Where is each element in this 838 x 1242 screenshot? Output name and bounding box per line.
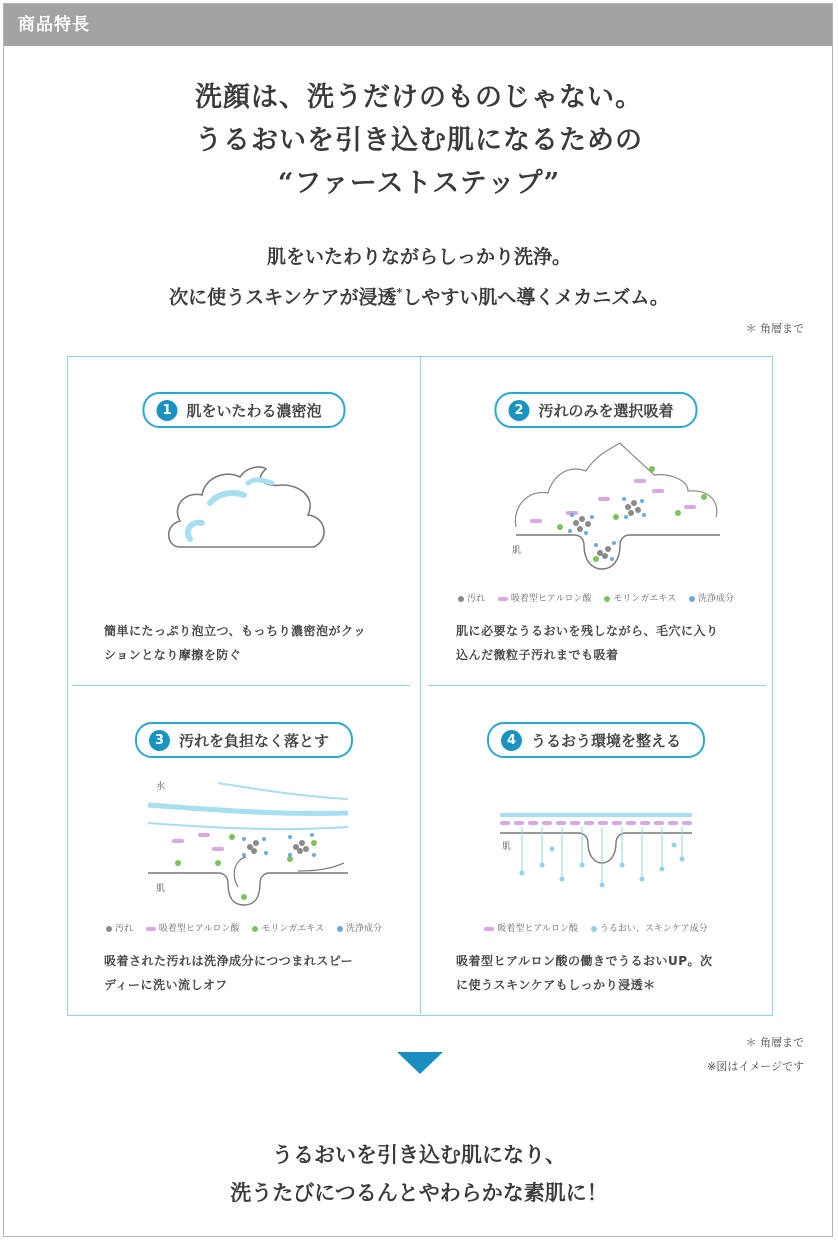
headline-line-2: うるおいを引き込む肌になるための — [195, 125, 643, 156]
feature-description — [456, 949, 756, 997]
subheadline — [0, 240, 838, 315]
water-label: 水 — [156, 782, 166, 792]
feature-description-line-1: 吸着された汚れは洗浄成分につつまれスピー — [104, 954, 354, 968]
footnote-bottom-2: ※図はイメージです — [707, 1060, 804, 1073]
legend-item-hyaluronic: 吸着型ヒアルロン酸 — [484, 924, 578, 934]
closing-line-2: 洗うたびにつるんとやわらかな素肌に！ — [230, 1180, 608, 1205]
subheadline-line-2a: 次に使うスキンケアが浸透 — [169, 286, 397, 309]
feature-description — [456, 619, 756, 667]
footnote-bottom-1: ＊ 角層まで — [745, 1036, 804, 1049]
feature-title: 汚れのみを選択吸着 — [538, 401, 674, 420]
feature-description-line-2: に使うスキンケアもしっかり浸透＊ — [456, 978, 656, 992]
headline-line-1: 洗顔は、洗うだけのものじゃない。 — [195, 82, 643, 113]
footnote-top: ＊ 角層まで — [745, 322, 804, 335]
feature-description — [104, 949, 404, 997]
feature-card-4 — [420, 687, 772, 1015]
skin-label: 肌 — [502, 842, 512, 852]
adsorption-diagram — [420, 357, 772, 587]
legend-item-hyaluronic: 吸着型ヒアルロン酸 — [498, 594, 592, 604]
rinse-diagram — [68, 687, 420, 917]
feature-title: うるおう環境を整える — [530, 731, 682, 750]
skin-label: 肌 — [512, 546, 522, 556]
diagram-legend — [68, 921, 420, 934]
feature-description-line-1: 肌に必要なうるおいを残しながら、毛穴に入り — [456, 624, 719, 638]
grid-divider-horizontal-right — [428, 685, 766, 686]
feature-description — [104, 619, 404, 667]
feature-description-line-1: 簡単にたっぷり泡立つ、もっちり濃密泡がクッ — [104, 624, 367, 638]
legend-item-moringa: モリンガエキス — [252, 924, 324, 934]
legend-item-moisture: うるおい、スキンケア成分 — [591, 924, 708, 934]
feature-description-line-1: 吸着型ヒアルロン酸の働きでうるおいUP。次 — [456, 954, 713, 968]
feature-number-badge: 4 — [501, 730, 522, 751]
legend-item-hyaluronic: 吸着型ヒアルロン酸 — [146, 924, 240, 934]
section-header: 商品特長 — [4, 4, 832, 46]
feature-title: 汚れを負担なく落とす — [178, 731, 330, 750]
down-triangle-icon — [397, 1052, 443, 1074]
legend-item-dirt: 汚れ — [458, 594, 485, 604]
feature-description-line-2: ションとなり摩擦を防ぐ — [104, 648, 242, 662]
feature-description-line-2: ディーに洗い流しオフ — [104, 978, 228, 992]
feature-card-3 — [68, 687, 420, 1015]
foam-icon — [68, 357, 420, 617]
feature-card-1 — [68, 357, 420, 685]
diagram-legend — [420, 921, 772, 934]
headline-line-3: “ファーストステップ” — [277, 168, 561, 199]
feature-number-badge: 3 — [149, 730, 170, 751]
subheadline-line-2 — [0, 275, 838, 315]
subheadline-line-1: 肌をいたわりながらしっかり洗浄。 — [266, 246, 571, 268]
legend-item-cleanser: 洗浄成分 — [689, 594, 734, 604]
feature-number-badge: 2 — [508, 400, 529, 421]
headline — [0, 76, 838, 205]
diagram-legend — [420, 591, 772, 604]
closing-message — [0, 1136, 838, 1212]
legend-item-cleanser: 洗浄成分 — [337, 924, 382, 934]
footnote-mark: * — [396, 286, 403, 299]
feature-title: 肌をいたわる濃密泡 — [186, 401, 322, 420]
legend-item-dirt: 汚れ — [106, 924, 133, 934]
feature-description-line-2: 込んだ微粒子汚れまでも吸着 — [456, 648, 619, 662]
subheadline-line-2b: しやすい肌へ導くメカニズム。 — [402, 286, 669, 309]
grid-divider-horizontal-left — [72, 685, 410, 686]
moisture-diagram — [420, 687, 772, 917]
feature-card-2 — [420, 357, 772, 685]
legend-item-moringa: モリンガエキス — [604, 594, 676, 604]
feature-grid — [67, 356, 773, 1016]
skin-label: 肌 — [156, 884, 166, 894]
closing-line-1: うるおいを引き込む肌になり、 — [272, 1142, 566, 1167]
feature-number-badge: 1 — [156, 400, 177, 421]
